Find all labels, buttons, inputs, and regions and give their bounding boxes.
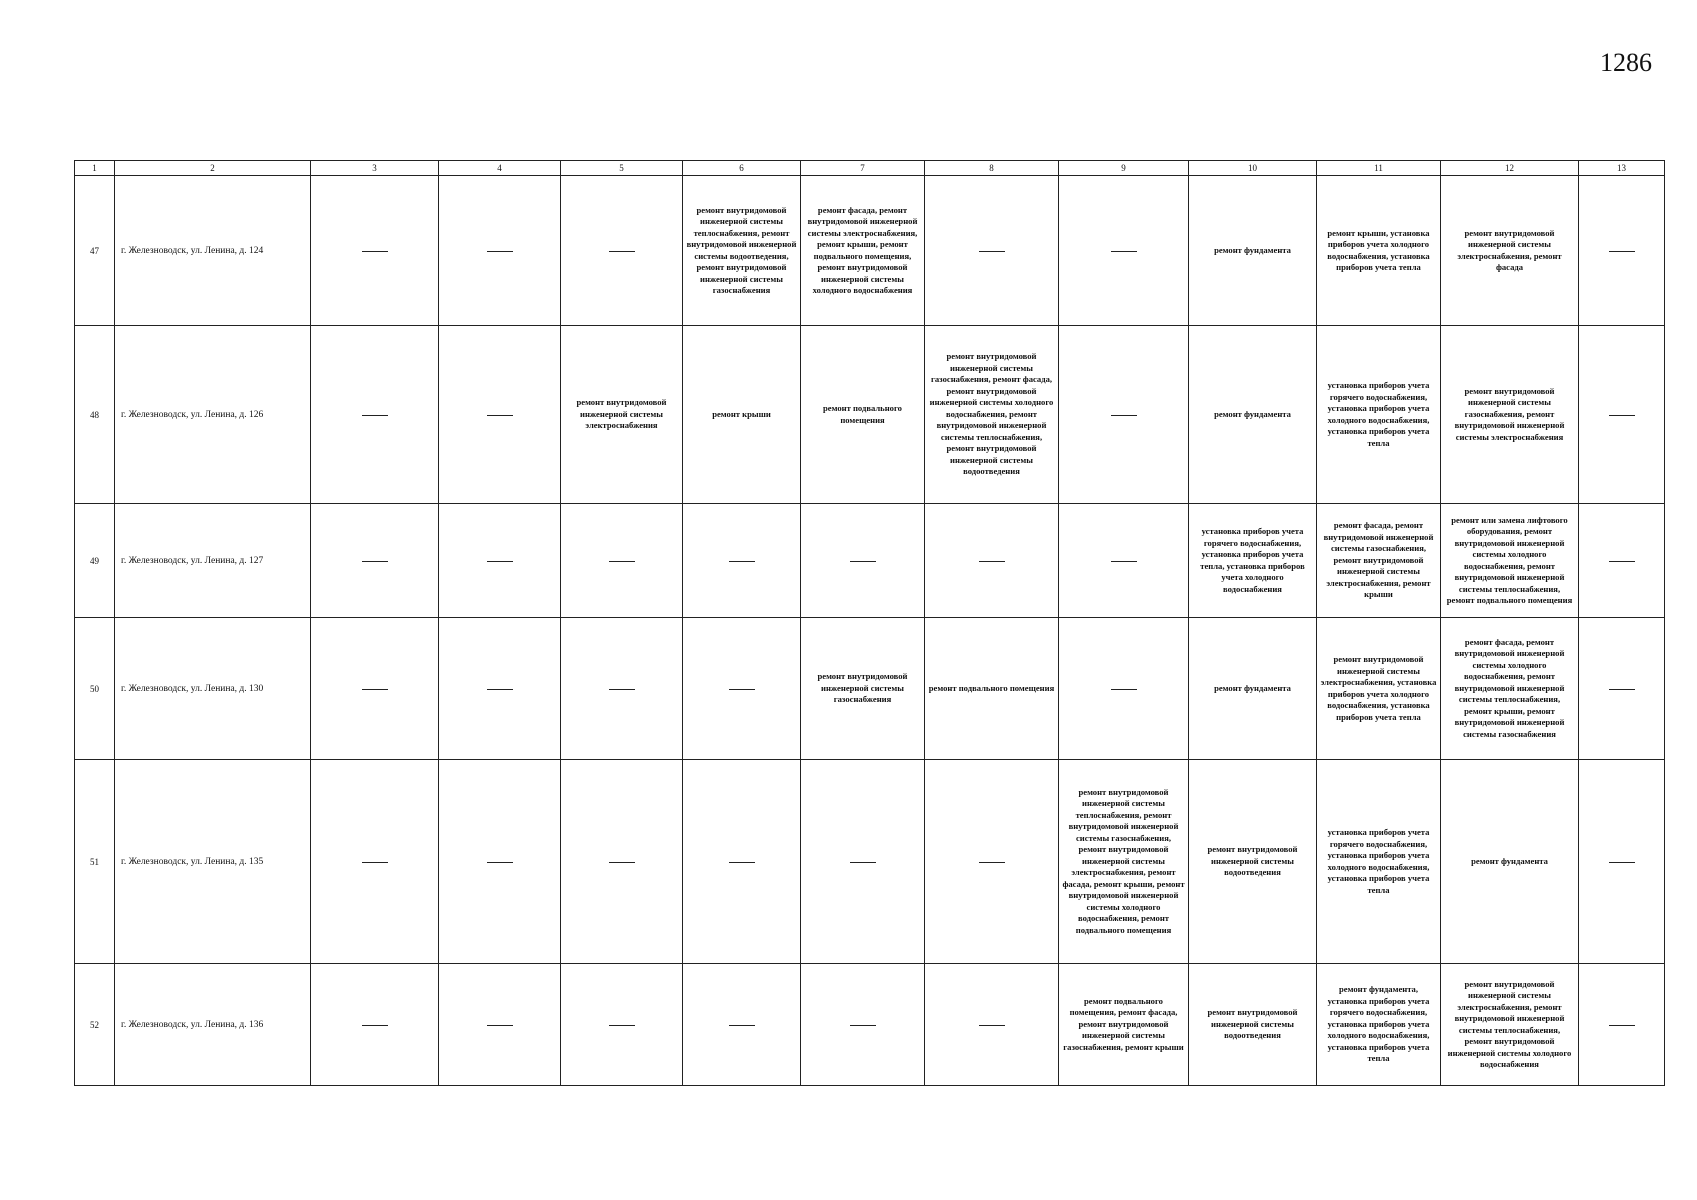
repair-works-cell: ремонт внутридомовой инженерной системы электроснабжения bbox=[561, 326, 683, 504]
dash-mark bbox=[1111, 251, 1137, 252]
repair-works-cell: ремонт внутридомовой инженерной системы электроснабжения, установка приборов учета холодного водоснабжения, установка приборов учета тепла bbox=[1317, 618, 1441, 760]
empty-cell bbox=[439, 176, 561, 326]
column-header: 2 bbox=[115, 161, 311, 176]
repair-works-cell: ремонт фасада, ремонт внутридомовой инженерной системы газоснабжения, ремонт внутридомовой инженерной системы электроснабжения, ремонт крыши bbox=[1317, 504, 1441, 618]
column-header: 11 bbox=[1317, 161, 1441, 176]
empty-cell bbox=[683, 760, 801, 964]
dash-mark bbox=[609, 689, 635, 690]
address-cell: г. Железноводск, ул. Ленина, д. 126 bbox=[115, 326, 311, 504]
empty-cell bbox=[683, 618, 801, 760]
dash-mark bbox=[979, 862, 1005, 863]
repair-works-cell: ремонт внутридомовой инженерной системы теплоснабжения, ремонт внутридомовой инженерной системы газоснабжения, ремонт внутридомовой инженерной системы электроснабжения, ремонт фасада, ремонт крыши, ремонт внутридомовой инженерной системы холодного водоснабжения, ремонт подвального помещения bbox=[1059, 760, 1189, 964]
empty-cell bbox=[311, 326, 439, 504]
empty-cell bbox=[1579, 504, 1665, 618]
empty-cell bbox=[311, 618, 439, 760]
dash-mark bbox=[609, 251, 635, 252]
dash-mark bbox=[487, 251, 513, 252]
repair-works-cell: ремонт внутридомовой инженерной системы теплоснабжения, ремонт внутридомовой инженерной системы водоотведения, ремонт внутридомовой инженерной системы газоснабжения bbox=[683, 176, 801, 326]
empty-cell bbox=[1579, 964, 1665, 1086]
repair-works-cell: ремонт внутридомовой инженерной системы электроснабжения, ремонт внутридомовой инженерной системы теплоснабжения, ремонт внутридомовой инженерной системы холодного водоснабжения bbox=[1441, 964, 1579, 1086]
empty-cell bbox=[1059, 326, 1189, 504]
address-cell: г. Железноводск, ул. Ленина, д. 127 bbox=[115, 504, 311, 618]
dash-mark bbox=[362, 251, 388, 252]
column-header: 7 bbox=[801, 161, 925, 176]
empty-cell bbox=[925, 964, 1059, 1086]
empty-cell bbox=[683, 964, 801, 1086]
repair-works-cell: ремонт фундамента bbox=[1189, 618, 1317, 760]
empty-cell bbox=[925, 760, 1059, 964]
column-header: 9 bbox=[1059, 161, 1189, 176]
repair-works-cell: ремонт подвального помещения bbox=[801, 326, 925, 504]
dash-mark bbox=[1609, 862, 1635, 863]
row-number: 50 bbox=[75, 618, 115, 760]
row-number: 47 bbox=[75, 176, 115, 326]
column-number-row bbox=[75, 161, 1665, 176]
repair-works-cell: ремонт фундамента, установка приборов учета горячего водоснабжения, установка приборов учета холодного водоснабжения, установка приборов учета тепла bbox=[1317, 964, 1441, 1086]
empty-cell bbox=[561, 618, 683, 760]
dash-mark bbox=[609, 862, 635, 863]
dash-mark bbox=[729, 689, 755, 690]
empty-cell bbox=[925, 176, 1059, 326]
dash-mark bbox=[1609, 689, 1635, 690]
dash-mark bbox=[487, 561, 513, 562]
empty-cell bbox=[561, 504, 683, 618]
repair-works-cell: ремонт фундамента bbox=[1189, 326, 1317, 504]
repair-works-cell: ремонт внутридомовой инженерной системы газоснабжения, ремонт внутридомовой инженерной системы электроснабжения bbox=[1441, 326, 1579, 504]
empty-cell bbox=[439, 964, 561, 1086]
table-row bbox=[75, 964, 1665, 1086]
empty-cell bbox=[1059, 618, 1189, 760]
empty-cell bbox=[925, 504, 1059, 618]
row-number: 49 bbox=[75, 504, 115, 618]
empty-cell bbox=[801, 760, 925, 964]
dash-mark bbox=[362, 415, 388, 416]
repair-works-cell: ремонт подвального помещения bbox=[925, 618, 1059, 760]
repair-works-cell: ремонт фасада, ремонт внутридомовой инженерной системы холодного водоснабжения, ремонт внутридомовой инженерной системы теплоснабжения, ремонт крыши, ремонт внутридомовой инженерной системы газоснабжения bbox=[1441, 618, 1579, 760]
repair-works-cell: установка приборов учета горячего водоснабжения, установка приборов учета холодного водоснабжения, установка приборов учета тепла bbox=[1317, 760, 1441, 964]
dash-mark bbox=[362, 561, 388, 562]
repair-works-cell: ремонт внутридомовой инженерной системы водоотведения bbox=[1189, 964, 1317, 1086]
repair-works-cell: ремонт фундамента bbox=[1189, 176, 1317, 326]
empty-cell bbox=[311, 504, 439, 618]
dash-mark bbox=[487, 415, 513, 416]
dash-mark bbox=[1609, 415, 1635, 416]
empty-cell bbox=[1579, 176, 1665, 326]
address-cell: г. Железноводск, ул. Ленина, д. 136 bbox=[115, 964, 311, 1086]
empty-cell bbox=[439, 504, 561, 618]
dash-mark bbox=[729, 561, 755, 562]
row-number: 52 bbox=[75, 964, 115, 1086]
repair-works-cell: установка приборов учета горячего водоснабжения, установка приборов учета холодного водоснабжения, установка приборов учета тепла bbox=[1317, 326, 1441, 504]
dash-mark bbox=[362, 862, 388, 863]
empty-cell bbox=[439, 618, 561, 760]
column-header: 6 bbox=[683, 161, 801, 176]
dash-mark bbox=[1609, 251, 1635, 252]
column-header: 8 bbox=[925, 161, 1059, 176]
dash-mark bbox=[1609, 561, 1635, 562]
empty-cell bbox=[801, 504, 925, 618]
repair-works-cell: ремонт подвального помещения, ремонт фасада, ремонт внутридомовой инженерной системы газоснабжения, ремонт крыши bbox=[1059, 964, 1189, 1086]
table-row bbox=[75, 618, 1665, 760]
column-header: 10 bbox=[1189, 161, 1317, 176]
dash-mark bbox=[362, 689, 388, 690]
empty-cell bbox=[561, 176, 683, 326]
empty-cell bbox=[439, 760, 561, 964]
column-header: 1 bbox=[75, 161, 115, 176]
empty-cell bbox=[1579, 760, 1665, 964]
empty-cell bbox=[561, 964, 683, 1086]
repair-works-cell: ремонт внутридомовой инженерной системы газоснабжения bbox=[801, 618, 925, 760]
dash-mark bbox=[609, 561, 635, 562]
column-header: 4 bbox=[439, 161, 561, 176]
dash-mark bbox=[979, 1025, 1005, 1026]
capital-repair-schedule-table bbox=[74, 160, 1665, 1086]
dash-mark bbox=[1111, 689, 1137, 690]
repair-works-cell: ремонт крыши bbox=[683, 326, 801, 504]
empty-cell bbox=[1059, 504, 1189, 618]
row-number: 48 bbox=[75, 326, 115, 504]
dash-mark bbox=[487, 689, 513, 690]
column-header: 12 bbox=[1441, 161, 1579, 176]
repair-works-cell: ремонт внутридомовой инженерной системы электроснабжения, ремонт фасада bbox=[1441, 176, 1579, 326]
table-row bbox=[75, 504, 1665, 618]
dash-mark bbox=[979, 561, 1005, 562]
table-row bbox=[75, 326, 1665, 504]
empty-cell bbox=[683, 504, 801, 618]
dash-mark bbox=[850, 862, 876, 863]
empty-cell bbox=[561, 760, 683, 964]
column-header: 3 bbox=[311, 161, 439, 176]
dash-mark bbox=[487, 1025, 513, 1026]
empty-cell bbox=[801, 964, 925, 1086]
address-cell: г. Железноводск, ул. Ленина, д. 130 bbox=[115, 618, 311, 760]
empty-cell bbox=[439, 326, 561, 504]
dash-mark bbox=[850, 561, 876, 562]
dash-mark bbox=[1111, 561, 1137, 562]
empty-cell bbox=[311, 964, 439, 1086]
repair-works-cell: ремонт фасада, ремонт внутридомовой инженерной системы электроснабжения, ремонт крыши, ремонт подвального помещения, ремонт внутридомовой инженерной системы холодного водоснабжения bbox=[801, 176, 925, 326]
row-number: 51 bbox=[75, 760, 115, 964]
repair-works-cell: ремонт фундамента bbox=[1441, 760, 1579, 964]
dash-mark bbox=[487, 862, 513, 863]
address-cell: г. Железноводск, ул. Ленина, д. 124 bbox=[115, 176, 311, 326]
table-row bbox=[75, 760, 1665, 964]
dash-mark bbox=[1111, 415, 1137, 416]
empty-cell bbox=[311, 176, 439, 326]
empty-cell bbox=[311, 760, 439, 964]
dash-mark bbox=[609, 1025, 635, 1026]
dash-mark bbox=[729, 862, 755, 863]
repair-works-cell: ремонт внутридомовой инженерной системы водоотведения bbox=[1189, 760, 1317, 964]
repair-works-cell: ремонт внутридомовой инженерной системы газоснабжения, ремонт фасада, ремонт внутридомовой инженерной системы холодного водоснабжения, ремонт внутридомовой инженерной системы теплоснабжения, ремонт внутридомовой инженерной системы водоотведения bbox=[925, 326, 1059, 504]
repair-works-cell: установка приборов учета горячего водоснабжения, установка приборов учета тепла, установка приборов учета холодного водоснабжения bbox=[1189, 504, 1317, 618]
table-row bbox=[75, 176, 1665, 326]
repair-works-cell: ремонт крыши, установка приборов учета холодного водоснабжения, установка приборов учета тепла bbox=[1317, 176, 1441, 326]
empty-cell bbox=[1579, 326, 1665, 504]
address-cell: г. Железноводск, ул. Ленина, д. 135 bbox=[115, 760, 311, 964]
dash-mark bbox=[362, 1025, 388, 1026]
column-header: 5 bbox=[561, 161, 683, 176]
page-number: 1286 bbox=[1600, 48, 1652, 77]
dash-mark bbox=[729, 1025, 755, 1026]
empty-cell bbox=[1579, 618, 1665, 760]
dash-mark bbox=[979, 251, 1005, 252]
dash-mark bbox=[1609, 1025, 1635, 1026]
repair-works-cell: ремонт или замена лифтового оборудования, ремонт внутридомовой инженерной системы холодного водоснабжения, ремонт внутридомовой инженерной системы теплоснабжения, ремонт подвального помещения bbox=[1441, 504, 1579, 618]
empty-cell bbox=[1059, 176, 1189, 326]
dash-mark bbox=[850, 1025, 876, 1026]
column-header: 13 bbox=[1579, 161, 1665, 176]
